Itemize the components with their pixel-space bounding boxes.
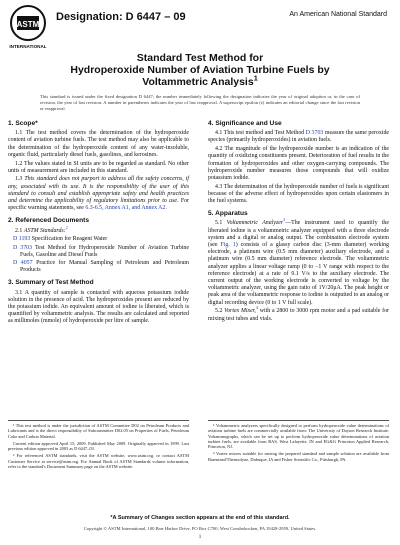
reference-item [8,236,189,243]
paragraph-5-2-b: with a 2800 to 3000 rpm motor and a pad suitable for mixing test tubes and vials. [208,308,390,322]
section-1-heading: 1. Scope* [8,120,38,127]
paragraph-4-1-b: measure the same peroxide species (primarily hydroperoxides) in aviation fuels. [208,130,390,144]
voltammetric-analyzer-term: Voltammetric Analyzer [226,220,284,227]
footnote-mark-2[interactable]: 2 [65,224,68,230]
paragraph-5-2-number: 5.2 [215,308,225,315]
paragraph-1-3-italic: 1.3 This standard does not purport to address all the safety concerns, if any, associated with its use. It is the responsibility of the user of this standard to consult and establish appropriate safety and health practices and determine the applicability of regulatory limitations prior to use. [8,176,189,205]
paragraph-1-3-tail: For specific warning statements, see [8,198,189,212]
paragraph-1-1: 1.1 The test method covers the determination of the hydroperoxide content of aviation turbine fuels. The test method may also be applicable to the determination of the hydroperoxide content of any water-insoluble, organic fluid, particularly diesel fuels, gasolines, and kerosines. [8,130,189,158]
paragraph-1-2: 1.2 The values stated in SI units are to be regarded as standard. No other units of measurement are included in this standard. [8,160,189,174]
paragraph-4-1-a: 4.1 This test method and Test Method [215,130,306,137]
logo-text: INTERNATIONAL [9,44,47,49]
paragraph-4-2: 4.2 The magnitude of the hydroperoxide number is an indication of the quantity of oxidizing constituents present. Deterioration of fuel results in the formation of hydroperoxides and other oxygen-carrying compounds. The hydroperoxide number measures those compounds that will oxidize potassium iodide. [208,146,389,181]
designation: Designation: D 6447 – 09 [56,11,186,23]
page-number: 1 [198,535,202,540]
left-column [8,120,189,327]
footnotes-right [208,420,389,464]
reference-title: Specification for Reagent Water [30,236,108,243]
reference-link-d1193[interactable]: D 1193 [13,236,31,243]
footnote-3: ³ Voltammetric analyzers specifically designed to perform hydroperoxide value determinations of aviation turbine fuels are commercially available from: The University of Dayton Research Institute. Voltammographs, which can be set up to perform hydroperoxide value determinations of aviation turbine fuels, are available from BAS, West Lafayette, IN and EG&G Princeton Applied Research, Princeton, NJ. [208,423,389,450]
section-3-heading: 3. Summary of Test Method [8,279,94,287]
title-line-1: Standard Test Method for [136,52,264,64]
astm-logo-icon [8,3,48,51]
paragraph-5-1-number: 5.1 [215,220,227,227]
paragraph-2-1-number: 2.1 [15,227,24,234]
footnote-1: ¹ This test method is under the jurisdiction of ASTM Committee D02 on Petroleum Products and Lubricants and is the direct responsibility of Subcommittee D02.05 on Properties of Fuels, Petroleum Coke and Carbon Material. [8,423,189,439]
document-title [30,52,370,88]
right-column [208,120,389,324]
paragraph-5-1 [208,217,389,306]
astm-standards-label: ASTM Standards: [23,227,66,234]
footnote-mark-3[interactable]: 3 [283,217,286,223]
paragraph-5-1-c: ) consists of a glassy carbon disc (3-mm diameter) working electrode, a platinum wire (0.5 mm diameter) auxiliary electrode, and a platinum wire (0.5 mm diameter) reference electrode. The voltammetric analyzer applies a linear voltage ramp (0 to −1 V range with respect to the reference electrode) at a rate of 0.1 V/s to the auxiliary electrode. The current output of the working electrode is converted to voltage by the voltammetric analyzer, using the gain ratio of 1V/20μA. The peak height or peak area of the voltammetric response to iodine is outputted to an analog or digital recording device (0 to 1 V full scale). [208,242,389,306]
national-standard-label: An American National Standard [289,11,387,18]
link-fig-1[interactable]: Fig. 1 [220,242,236,249]
footnote-1-edition: Current edition approved April 15, 2009. Published May 2009. Originally approved in 1999. Last previous edition approved in 2003 as D 6447–03. [8,440,189,452]
reference-link-d3703[interactable]: D 3703 [13,244,33,251]
paragraph-5-1-b: —The instrument used to quantify the liberated iodine is a voltammetric analyzer equipped with a three electrode system and a digital or analog output. The combination electrode system (see [208,220,389,249]
footnote-2: ² For referenced ASTM standards, visit the ASTM website, www.astm.org, or contact ASTM Customer Service at service@astm.org. For Annual Book of ASTM Standards volume information, refer to the standard's Document Summary page on the ASTM website. [8,453,189,470]
section-4-heading: 4. Significance and Use [208,120,282,127]
title-footnote-mark: 1 [253,73,258,83]
link-d3703[interactable]: D 3703 [305,130,324,137]
footnote-mark-4[interactable]: 4 [255,305,258,311]
reference-item [8,260,189,274]
reference-title: Practice for Manual Sampling of Petroleum and Petroleum Products [20,259,189,274]
footnote-4: ⁴ Vortex mixers suitable for mixing the prepared standard and sample solution are available from Barnstead/Thermolyne, Dubuque, IA and Fisher Scientific Co., Pittsburgh, PA. [208,451,389,462]
svg-text:ASTM: ASTM [16,20,40,29]
warning-links[interactable]: 6.3-6.5, Annex A1, and Annex A2. [85,205,167,212]
footnotes-left [8,420,189,471]
paragraph-3-1: 3.1 A quantity of sample is contacted with aqueous potassium iodide solution in the presence of acid. The hydroperoxides present are reduced by the potassium iodide. An equivalent amount of iodine is liberated, which is quantified by voltammetric analysis. The results are calculated and reported as millimoles (mmole) of hydroperoxide per litre of sample. [8,289,189,325]
title-line-2: Hydroperoxide Number of Aviation Turbine Fuels by [70,64,330,76]
paragraph-2-1 [8,224,189,235]
summary-of-changes-note: *A Summary of Changes section appears at the end of this standard. [110,515,290,521]
title-line-3-text: Voltammetric Analysis [142,76,254,88]
section-5-heading: 5. Apparatus [208,210,248,218]
reference-title: Test Method for Hydroperoxide Number of Aviation Turbine Fuels, Gasoline and Diesel Fuels [20,244,189,258]
vortex-mixer-term: Vortex Mixer, [224,308,256,315]
copyright-line: Copyright © ASTM International, 100 Barr Harbor Drive, PO Box C700, West Conshohocken, PA 19428-2959, United States. [83,526,317,531]
reference-item [8,245,189,259]
section-2-heading: 2. Referenced Documents [8,217,89,225]
title-line-3 [30,73,370,88]
issuance-notice: This standard is issued under the fixed designation D 6447; the number immediately following the designation indicates the year of original adoption or, in the case of revision, the year of last revision. A number in parentheses indicates the year of last reapproval. A superscript epsilon (ε) indicates an editorial change since the last revision or reapproval. [40,94,360,111]
paragraph-5-2 [208,305,390,322]
reference-link-d4057[interactable]: D 4057 [13,259,33,266]
paragraph-4-3: 4.3 The determination of the hydroperoxide number of fuels is significant because of the adverse effect of hydroperoxides upon certain elastomers in the fuel systems. [208,183,389,205]
paragraph-4-1 [208,130,389,144]
paragraph-1-3 [8,176,189,212]
